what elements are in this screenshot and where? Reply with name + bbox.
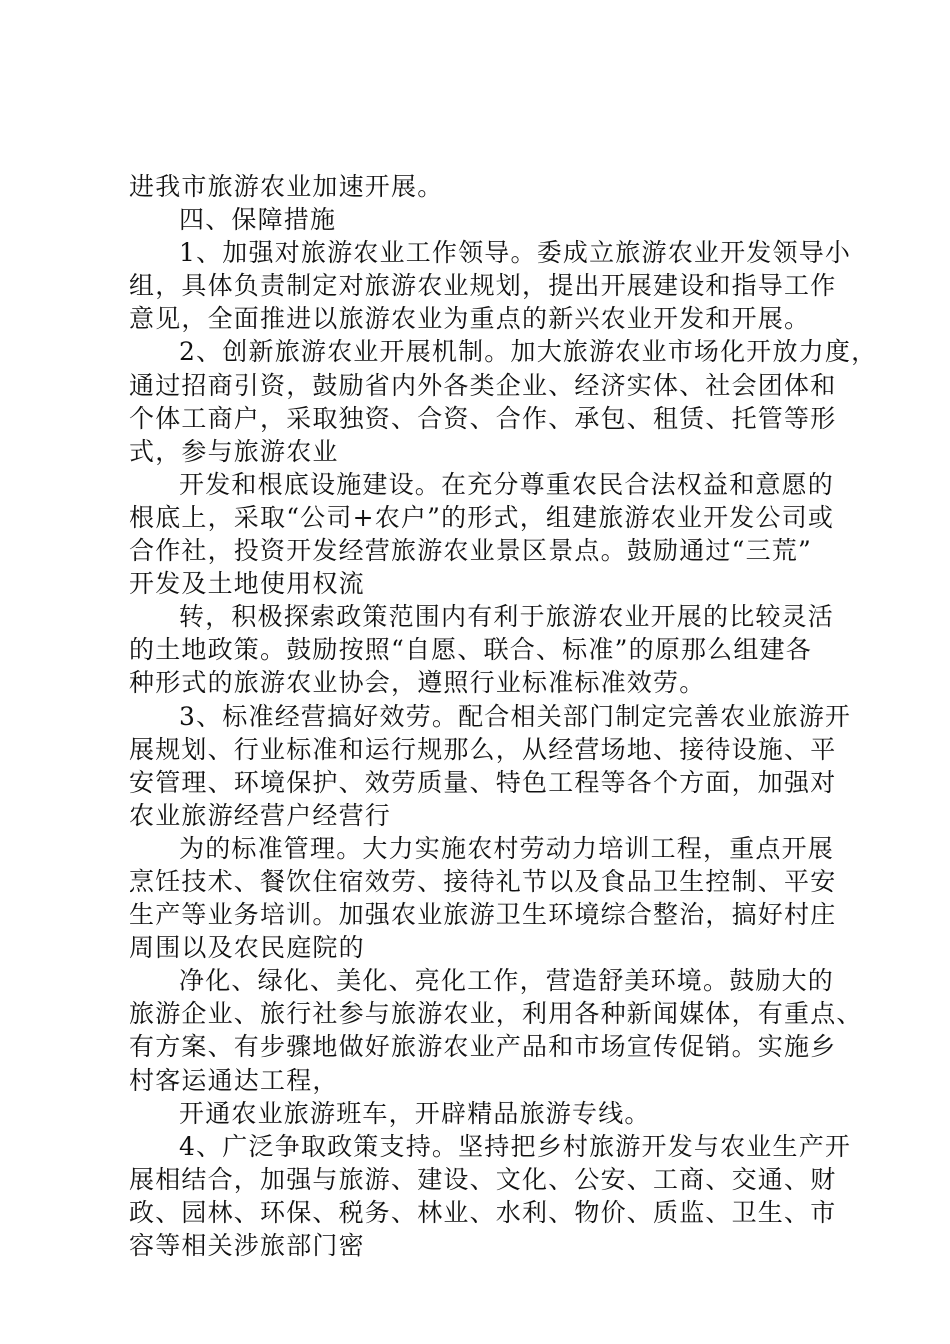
text-line: 3、标准经营搞好效劳。配合相关部门制定完善农业旅游开 bbox=[179, 701, 852, 731]
document-body bbox=[129, 170, 878, 1262]
text-line: 政、园林、环保、税务、林业、水利、物价、质监、卫生、市 bbox=[129, 1197, 837, 1227]
text-line: 种形式的旅游农业协会，遵照行业标准标准效劳。 bbox=[129, 668, 706, 698]
text-line: 安管理、环境保护、效劳质量、特色工程等各个方面，加强对 bbox=[129, 767, 837, 797]
text-line: 旅游企业、旅行社参与旅游农业，利用各种新闻媒体，有重点、 bbox=[129, 999, 863, 1029]
text-line: 合作社，投资开发经营旅游农业景区景点。鼓励通过“三荒” bbox=[129, 536, 812, 566]
text-line: 的土地政策。鼓励按照“自愿、联合、标准”的原那么组建各 bbox=[129, 635, 812, 665]
text-line: 四、保障措施 bbox=[179, 205, 337, 235]
text-line: 根底上，采取“公司+农户”的形式，组建旅游农业开发公司或 bbox=[129, 502, 835, 532]
text-line: 展规划、行业标准和运行规那么，从经营场地、接待设施、平 bbox=[129, 734, 837, 764]
text-line: 净化、绿化、美化、亮化工作，营造舒美环境。鼓励大的 bbox=[179, 966, 835, 996]
text-line: 组，具体负责制定对旅游农业规划，提出开展建设和指导工作 bbox=[129, 271, 837, 301]
text-line: 转，积极探索政策范围内有利于旅游农业开展的比较灵活 bbox=[179, 602, 835, 632]
text-line: 4、广泛争取政策支持。坚持把乡村旅游开发与农业生产开 bbox=[179, 1131, 852, 1161]
text-line: 1、加强对旅游农业工作领导。委成立旅游农业开发领导小 bbox=[179, 238, 852, 268]
text-line: 烹饪技术、餐饮住宿效劳、接待礼节以及食品卫生控制、平安 bbox=[129, 866, 837, 896]
text-line: 有方案、有步骤地做好旅游农业产品和市场宣传促销。实施乡 bbox=[129, 1032, 837, 1062]
text-line: 容等相关涉旅部门密 bbox=[129, 1231, 365, 1260]
text-line: 进我市旅游农业加速开展。 bbox=[129, 172, 444, 201]
text-line: 式，参与旅游农业 bbox=[129, 436, 339, 466]
text-line: 开通农业旅游班车，开辟精品旅游专线。 bbox=[179, 1098, 651, 1128]
text-line: 意见，全面推进以旅游农业为重点的新兴农业开发和开展。 bbox=[129, 304, 811, 334]
text-line: 开发及土地使用权流 bbox=[129, 569, 365, 599]
text-line: 展相结合，加强与旅游、建设、文化、公安、工商、交通、财 bbox=[129, 1164, 837, 1194]
text-line: 农业旅游经营户经营行 bbox=[129, 800, 392, 830]
text-line: 生产等业务培训。加强农业旅游卫生环境综合整治，搞好村庄 bbox=[129, 900, 837, 930]
text-line: 周围以及农民庭院的 bbox=[129, 933, 365, 963]
text-line: 2、创新旅游农业开展机制。加大旅游农业市场化开放力度， bbox=[179, 337, 878, 367]
text-line: 个体工商户，采取独资、合资、合作、承包、租赁、托管等形 bbox=[129, 403, 837, 433]
text-line: 通过招商引资，鼓励省内外各类企业、经济实体、社会团体和 bbox=[129, 370, 837, 400]
text-line: 村客运通达工程， bbox=[129, 1065, 339, 1095]
text-line: 为的标准管理。大力实施农村劳动力培训工程，重点开展 bbox=[179, 833, 835, 863]
text-line: 开发和根底设施建设。在充分尊重农民合法权益和意愿的 bbox=[179, 469, 835, 499]
